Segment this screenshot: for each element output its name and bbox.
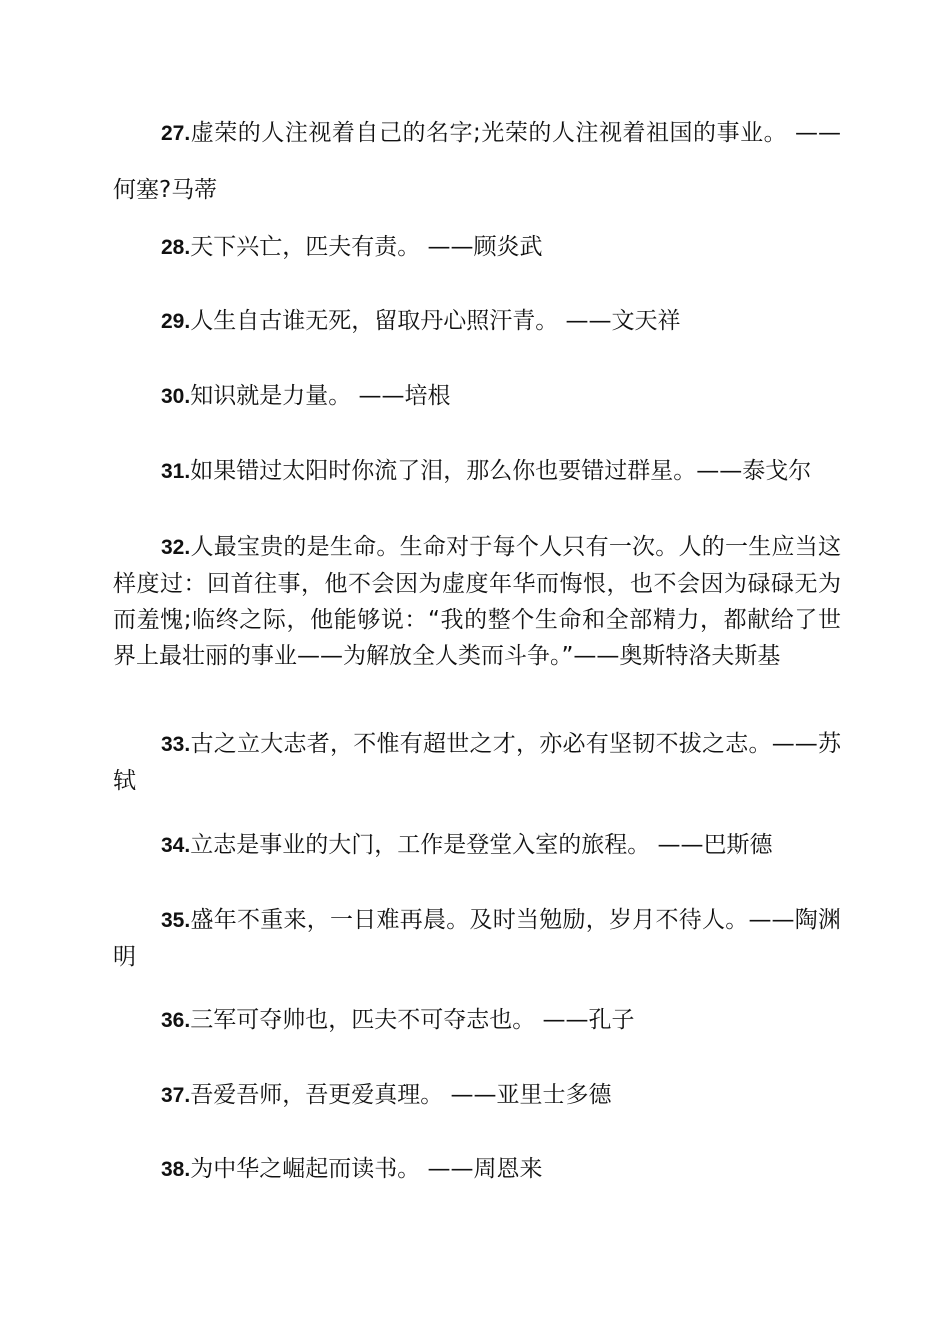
quote-31 <box>113 453 841 490</box>
quote-number: 33. <box>161 733 191 756</box>
quote-30 <box>113 378 841 415</box>
quote-number: 27. <box>161 122 191 145</box>
quote-number: 31. <box>161 460 191 483</box>
quote-text: 吾爱吾师，吾更爱真理。 ——亚里士多德 <box>190 1082 612 1108</box>
quote-number: 29. <box>161 310 191 333</box>
quote-number: 32. <box>161 536 191 559</box>
quote-32 <box>113 529 841 674</box>
quote-34 <box>113 827 841 864</box>
quote-33 <box>113 726 841 799</box>
quote-text: 天下兴亡，匹夫有责。 ——顾炎武 <box>190 234 543 260</box>
quote-number: 34. <box>161 834 191 857</box>
quote-text: 如果错过太阳时你流了泪，那么你也要错过群星。——泰戈尔 <box>190 458 812 484</box>
quote-text: 立志是事业的大门，工作是登堂入室的旅程。 ——巴斯德 <box>190 832 773 858</box>
quote-27 <box>113 105 841 218</box>
quote-38 <box>113 1151 841 1188</box>
quote-text: 三军可夺帅也，匹夫不可夺志也。 ——孔子 <box>190 1007 635 1033</box>
quote-37 <box>113 1077 841 1114</box>
quote-35 <box>113 902 841 975</box>
quote-text: 为中华之崛起而读书。 ——周恩来 <box>190 1156 543 1182</box>
quote-number: 30. <box>161 385 191 408</box>
quote-number: 36. <box>161 1009 191 1032</box>
quote-number: 35. <box>161 909 191 932</box>
quote-text: 虚荣的人注视着自己的名字;光荣的人注视着祖国的事业。 ——何塞?马蒂 <box>113 120 841 203</box>
quote-text: 古之立大志者，不惟有超世之才，亦必有坚韧不拔之志。——苏轼 <box>113 731 841 794</box>
quote-text: 知识就是力量。 ——培根 <box>190 383 451 409</box>
quote-28 <box>113 229 841 266</box>
quote-text: 盛年不重来，一日难再晨。及时当勉励，岁月不待人。——陶渊明 <box>113 907 841 970</box>
quote-number: 37. <box>161 1084 191 1107</box>
quote-number: 38. <box>161 1158 191 1181</box>
quote-text: 人最宝贵的是生命。生命对于每个人只有一次。人的一生应当这样度过：回首往事，他不会因为虚度年华而悔恨，也不会因为碌碌无为而羞愧;临终之际，他能够说：“我的整个生命和全部精力，都献给了世界上最壮丽的事业——为解放全人类而斗争。”——奥斯特洛夫斯基 <box>113 534 841 669</box>
quote-36 <box>113 1002 841 1039</box>
quote-text: 人生自古谁无死，留取丹心照汗青。 ——文天祥 <box>190 308 681 334</box>
quote-number: 28. <box>161 236 191 259</box>
quote-29 <box>113 303 841 340</box>
